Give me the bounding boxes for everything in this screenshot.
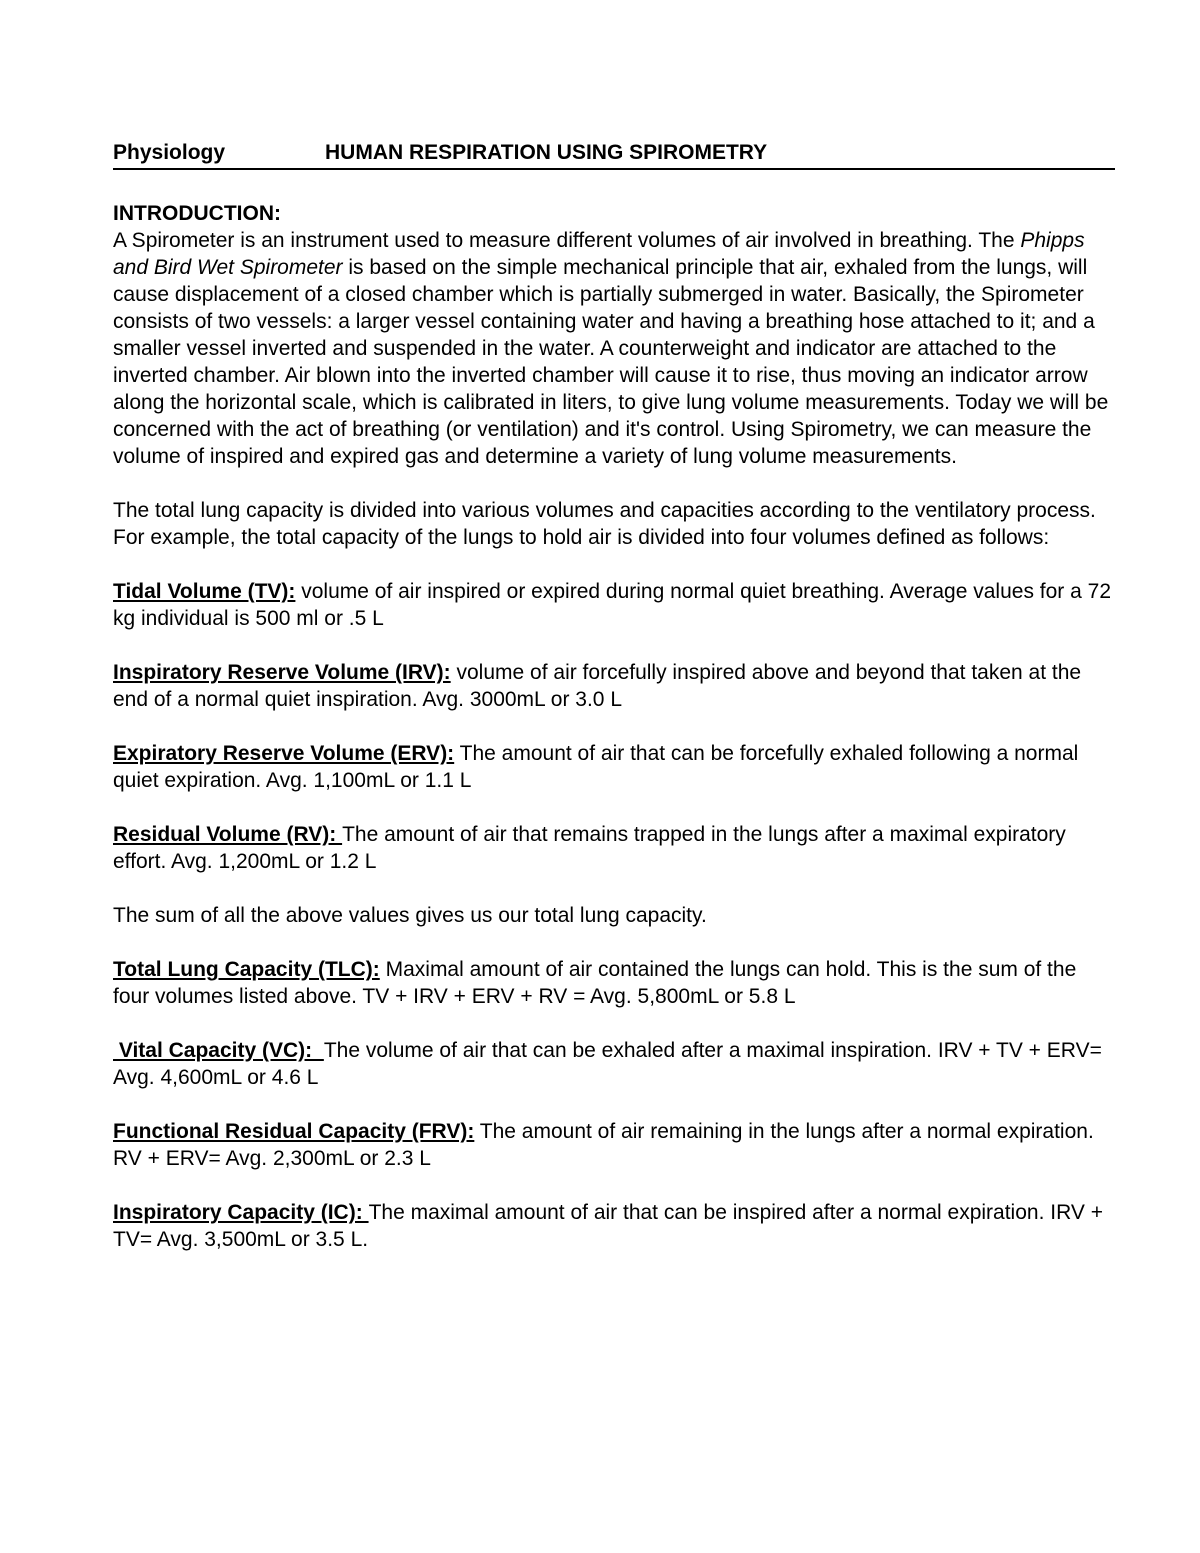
definition-text: The amount of air that can be forcefully exhaled following a normal quiet expiration. Avg. 1,100mL or 1.1 L [113, 742, 1079, 792]
definition-text: The amount of air that remains trapped in the lungs after a maximal expiratory effort. Avg. 1,200mL or 1.2 L [113, 823, 1066, 873]
intro-text-part2: is based on the simple mechanical principle that air, exhaled from the lungs, will cause displacement of a closed chamber which is partially submerged in water. Basically, the Spirometer consists of two vessels: a larger vessel containing water and having a breathing hose attached to it; and a smaller vessel inverted and suspended in the water. A counterweight and indicator are attached to the inverted chamber. Air blown into the inverted chamber will cause it to rise, thus moving an indicator arrow along the horizontal scale, which is calibrated in liters, to give lung volume measurements. Today we will be concerned with the act of breathing (or ventilation) and it's control. Using Spirometry, we can measure the volume of inspired and expired gas and determine a variety of lung volume measurements. [113, 256, 1109, 468]
definition-term: Inspiratory Reserve Volume (IRV): [113, 661, 451, 684]
introduction-heading: INTRODUCTION: [113, 202, 281, 225]
intro-paragraph [113, 200, 1115, 470]
definition-text: The amount of air remaining in the lungs after a normal expiration. RV + ERV= Avg. 2,300mL or 2.3 L [113, 1120, 1094, 1170]
document-body [113, 200, 1115, 1253]
definition-inspiratory-reserve-volume [113, 659, 1115, 713]
definition-text: The maximal amount of air that can be inspired after a normal expiration. IRV + TV= Avg. 3,500mL or 3.5 L. [113, 1201, 1103, 1251]
capacity-overview-paragraph: The total lung capacity is divided into various volumes and capacities according to the ventilatory process. For example, the total capacity of the lungs to hold air is divided into four volumes defined as follows: [113, 499, 1096, 549]
sum-note: The sum of all the above values gives us our total lung capacity. [113, 904, 707, 927]
definition-vital-capacity [113, 1037, 1115, 1091]
definition-inspiratory-capacity [113, 1199, 1115, 1253]
spirometer-name: Phipps and Bird Wet Spirometer [113, 229, 1085, 279]
document-title: HUMAN RESPIRATION USING SPIROMETRY [325, 141, 768, 164]
definition-term: Vital Capacity (VC): [113, 1039, 324, 1062]
intro-text-part1: A Spirometer is an instrument used to measure different volumes of air involved in breathing. The [113, 229, 1021, 252]
definition-term: Total Lung Capacity (TLC): [113, 958, 380, 981]
subject-label: Physiology [113, 141, 226, 164]
definition-text: volume of air inspired or expired during normal quiet breathing. Average values for a 72 kg individual is 500 ml or .5 L [113, 580, 1111, 630]
definition-term: Inspiratory Capacity (IC): [113, 1201, 369, 1224]
document-header [113, 140, 1115, 170]
definition-text: The volume of air that can be exhaled after a maximal inspiration. IRV + TV + ERV= Avg. 4,600mL or 4.6 L [113, 1039, 1102, 1089]
definition-term: Tidal Volume (TV): [113, 580, 296, 603]
definition-term: Residual Volume (RV): [113, 823, 343, 846]
document-page [113, 140, 1115, 1280]
definition-tidal-volume [113, 578, 1115, 632]
definition-functional-residual-capacity [113, 1118, 1115, 1172]
definition-text: Maximal amount of air contained the lungs can hold. This is the sum of the four volumes listed above. TV + IRV + ERV + RV = Avg. 5,800mL or 5.8 L [113, 958, 1077, 1008]
definition-residual-volume [113, 821, 1115, 875]
definition-expiratory-reserve-volume [113, 740, 1115, 794]
definition-term: Functional Residual Capacity (FRV): [113, 1120, 475, 1143]
definition-term: Expiratory Reserve Volume (ERV): [113, 742, 455, 765]
definition-total-lung-capacity [113, 956, 1115, 1010]
definition-text: volume of air forcefully inspired above and beyond that taken at the end of a normal quiet inspiration. Avg. 3000mL or 3.0 L [113, 661, 1082, 711]
